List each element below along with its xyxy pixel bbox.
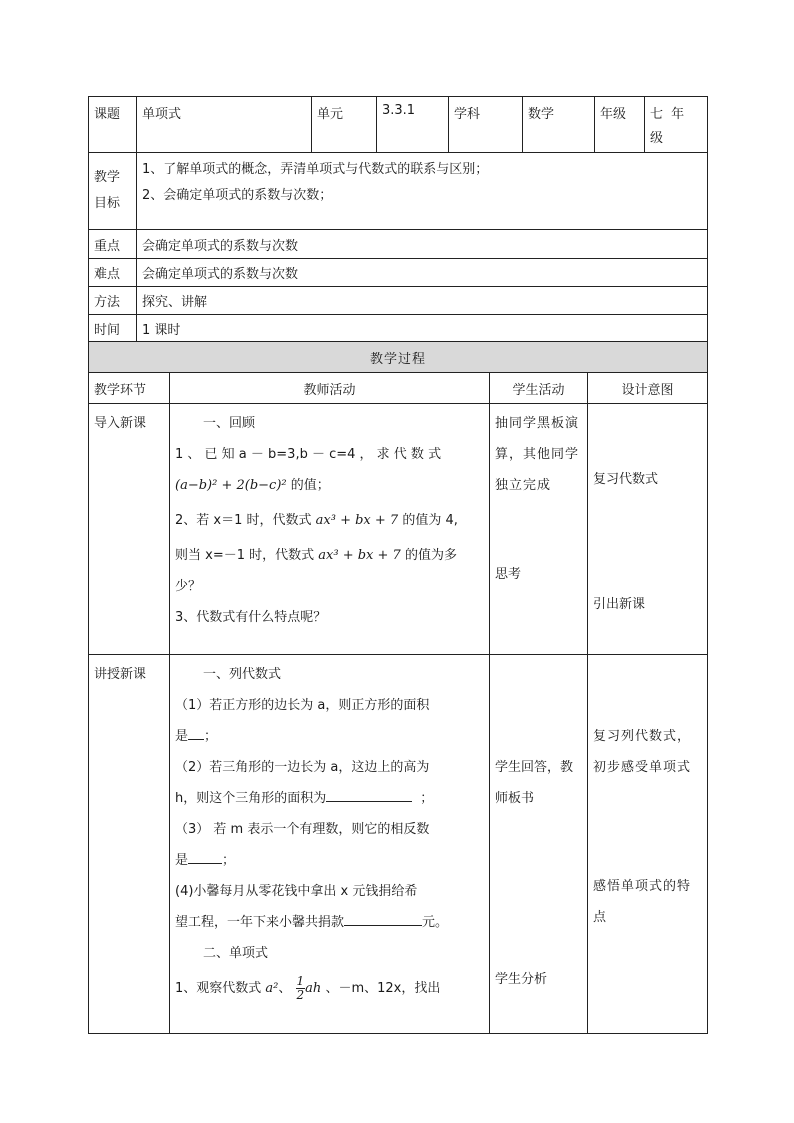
process-table	[88, 342, 708, 1034]
lecture-stage: 讲授新课	[89, 655, 170, 1034]
topic-value: 单项式	[137, 97, 312, 153]
topic-label: 课题	[89, 97, 137, 153]
intro-intent-2: 引出新课	[593, 597, 646, 612]
lesson-info-table	[88, 96, 708, 342]
obs-a-squared: a²	[265, 981, 279, 996]
process-title-row	[89, 342, 708, 373]
lecture-p2a: （2）若三角形的一边长为 a，这边上的高为	[175, 760, 430, 775]
lecture-student-1: 学生回答，教师板书	[495, 760, 574, 806]
time-label: 时间	[89, 315, 137, 342]
intro-q1-expr	[175, 470, 484, 501]
key-point-label: 重点	[89, 230, 137, 259]
lecture-p3a: （3） 若 m 表示一个有理数，则它的相反数	[175, 822, 430, 837]
intro-q2-line2: 则当 x=－1 时，代数式 ax³ + bx + 7 的值为多	[175, 548, 457, 563]
method-row	[89, 287, 708, 315]
intro-student-1: 抽同学黑板演算，其他同学独立完成	[495, 416, 580, 493]
goals-content	[137, 153, 708, 230]
lecture-student	[490, 655, 588, 1034]
lecture-intent	[588, 655, 708, 1034]
goals-label: 教学目标	[89, 153, 137, 230]
q2-expression: ax³ + bx + 7	[315, 513, 399, 528]
intro-row	[89, 404, 708, 655]
lecture-p4b: 望工程，一年下来小馨共捐款 元。	[175, 907, 484, 938]
intro-stage: 导入新课	[89, 404, 170, 655]
lesson-plan	[88, 96, 707, 1034]
lecture-intent-2: 感悟单项式的特点	[593, 879, 692, 925]
one-half-fraction: $\frac{1}{2}$	[296, 974, 305, 1002]
goals-row	[89, 153, 708, 230]
subject-value: 数学	[523, 97, 595, 153]
time-value: 1 课时	[137, 315, 708, 342]
intro-q2-line1: 2、若 x＝1 时，代数式 ax³ + bx + 7 的值为 4,	[175, 513, 458, 528]
answer-blank	[188, 849, 222, 864]
answer-blank	[344, 911, 422, 926]
intro-q3: 3、代数式有什么特点呢？	[175, 610, 327, 625]
obs-ah: ah	[305, 981, 322, 996]
col-intent: 设计意图	[588, 373, 708, 404]
column-header-row	[89, 373, 708, 404]
lecture-p1b: 是 ；	[175, 721, 484, 752]
intro-intent-1: 复习代数式	[593, 472, 659, 487]
col-stage: 教学环节	[89, 373, 170, 404]
intro-q2-line3: 少？	[175, 579, 202, 594]
q2-expression-repeat: ax³ + bx + 7	[318, 548, 401, 563]
lecture-observe: 1、观察代数式 a²、 $\frac{1}{2}$ ah 、－m、12x，找出	[175, 974, 441, 1002]
intro-q1: 1 、 已 知 a － b=3,b － c=4 ， 求 代 数 式	[175, 447, 442, 462]
lecture-row	[89, 655, 708, 1034]
goal-line-1: 1、了解单项式的概念，弄清单项式与代数式的联系与区别；	[142, 162, 489, 177]
lecture-p4a: (4)小馨每月从零花钱中拿出 x 元钱捐给希	[175, 884, 418, 899]
answer-blank	[326, 787, 412, 802]
q1-expression: (a−b)² + 2(b−c)²	[175, 478, 287, 493]
lecture-p2b: h，则这个三角形的面积为 ；	[175, 783, 484, 814]
grade-label: 年级	[595, 97, 645, 153]
subject-label: 学科	[449, 97, 523, 153]
unit-label: 单元	[312, 97, 377, 153]
lecture-heading-2: 二、单项式	[203, 946, 269, 961]
col-student: 学生活动	[490, 373, 588, 404]
lecture-student-2: 学生分析	[495, 972, 548, 987]
method-label: 方法	[89, 287, 137, 315]
time-row	[89, 315, 708, 342]
grade-value: 七 年 级	[645, 97, 708, 153]
difficulty-row	[89, 259, 708, 287]
unit-value: 3.3.1	[377, 97, 449, 153]
method-value: 探究、讲解	[137, 287, 708, 315]
lecture-heading-1: 一、列代数式	[203, 667, 282, 682]
answer-blank	[188, 725, 204, 740]
intro-intent	[588, 404, 708, 655]
header-row	[89, 97, 708, 153]
q1-tail: 的值；	[290, 478, 330, 493]
intro-teacher	[170, 404, 490, 655]
intro-heading: 一、回顾	[203, 416, 256, 431]
lecture-p1a: （1）若正方形的边长为 a，则正方形的面积	[175, 698, 430, 713]
lecture-teacher	[170, 655, 490, 1034]
intro-student	[490, 404, 588, 655]
key-point-row	[89, 230, 708, 259]
difficulty-label: 难点	[89, 259, 137, 287]
col-teacher: 教师活动	[170, 373, 490, 404]
difficulty-value: 会确定单项式的系数与次数	[137, 259, 708, 287]
intro-student-2: 思考	[495, 567, 522, 582]
goal-line-2: 2、会确定单项式的系数与次数；	[142, 188, 333, 203]
process-title: 教学过程	[89, 342, 708, 373]
lecture-p3b: 是 ；	[175, 845, 484, 876]
key-point-value: 会确定单项式的系数与次数	[137, 230, 708, 259]
lecture-intent-1: 复习列代数式，初步感受单项式	[593, 729, 692, 775]
